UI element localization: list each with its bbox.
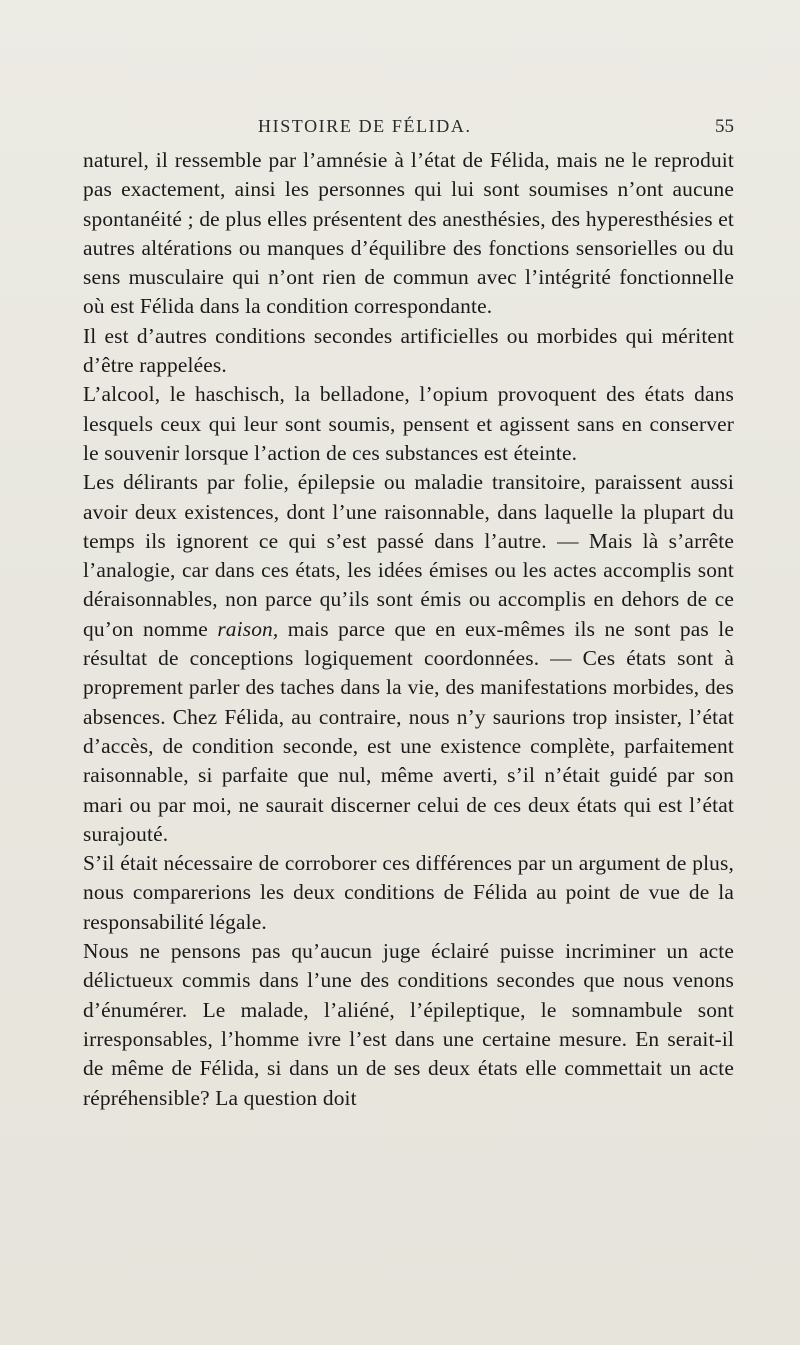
paragraph-6: Nous ne pensons pas qu’aucun juge éclairé puisse incriminer un acte délictueux commis dans l’une des conditions secondes que nous venons d’énumérer. Le malade, l’aliéné, l’épileptique, le somnambule sont irresponsables, l’homme ivre l’est dans une certaine mesure. En serait-il de même de Félida, si dans un de ses deux états elle commettait un acte répréhensible? La question doit: [83, 939, 734, 1110]
page-number: 55: [715, 116, 734, 137]
paragraph-3: L’alcool, le haschisch, la belladone, l’opium provoquent des états dans lesquels ceux qui leur sont soumis, pensent et agissent sans en conserver le souvenir lorsque l’action de ces substances est éteinte.: [83, 382, 734, 465]
running-title: HISTOIRE DE FÉLIDA.: [258, 116, 472, 136]
paragraph-1: naturel, il ressemble par l’amnésie à l’état de Félida, mais ne le reproduit pas exactement, ainsi les personnes qui lui sont soumises n’ont aucune spontanéité ; de plus elles présentent des anesthésies, des hyperesthésies et autres altérations ou manques d’équilibre des fonctions sensorielles ou du sens musculaire qui n’ont rien de commun avec l’intégrité fonctionnelle où est Félida dans la condition correspondante.: [83, 148, 734, 319]
italic-word-raison: raison,: [217, 616, 279, 641]
paragraph-4-after: mais parce que en eux-mêmes ils ne sont pas le résultat de conceptions logiquement coordonnées. — Ces états sont à proprement parler des taches dans la vie, des manifestations morbides, des absences. Chez Félida, au contraire, nous n’y saurions trop insister, l’état d’accès, de condition seconde, est une existence complète, parfaitement raisonnable, si parfaite que nul, même averti, s’il n’était guidé par son mari ou par moi, ne saurait discerner celui de ces deux états qui est l’état surajouté.: [83, 616, 734, 846]
paragraph-2: Il est d’autres conditions secondes artificielles ou morbides qui méritent d’être rappelées.: [83, 323, 734, 378]
paragraph-5: S’il était nécessaire de corroborer ces différences par un argument de plus, nous comparerions les deux conditions de Félida au point de vue de la responsabilité légale.: [83, 851, 734, 934]
paragraph-4-before: Les délirants par folie, épilepsie ou maladie transitoire, paraissent aussi avoir deux existences, dont l’une raisonnable, dans laquelle la plupart du temps ils ignorent ce qui s’est passé dans l’autre. — Mais là s’arrête l’analogie, car dans ces états, les idées émises ou les actes accomplis sont déraisonnables, non parce qu’ils sont émis ou accomplis en dehors de ce qu’on nomme: [83, 470, 734, 641]
running-head: [258, 108, 734, 140]
paragraph-4: [83, 468, 734, 849]
body-text: [83, 146, 734, 1113]
